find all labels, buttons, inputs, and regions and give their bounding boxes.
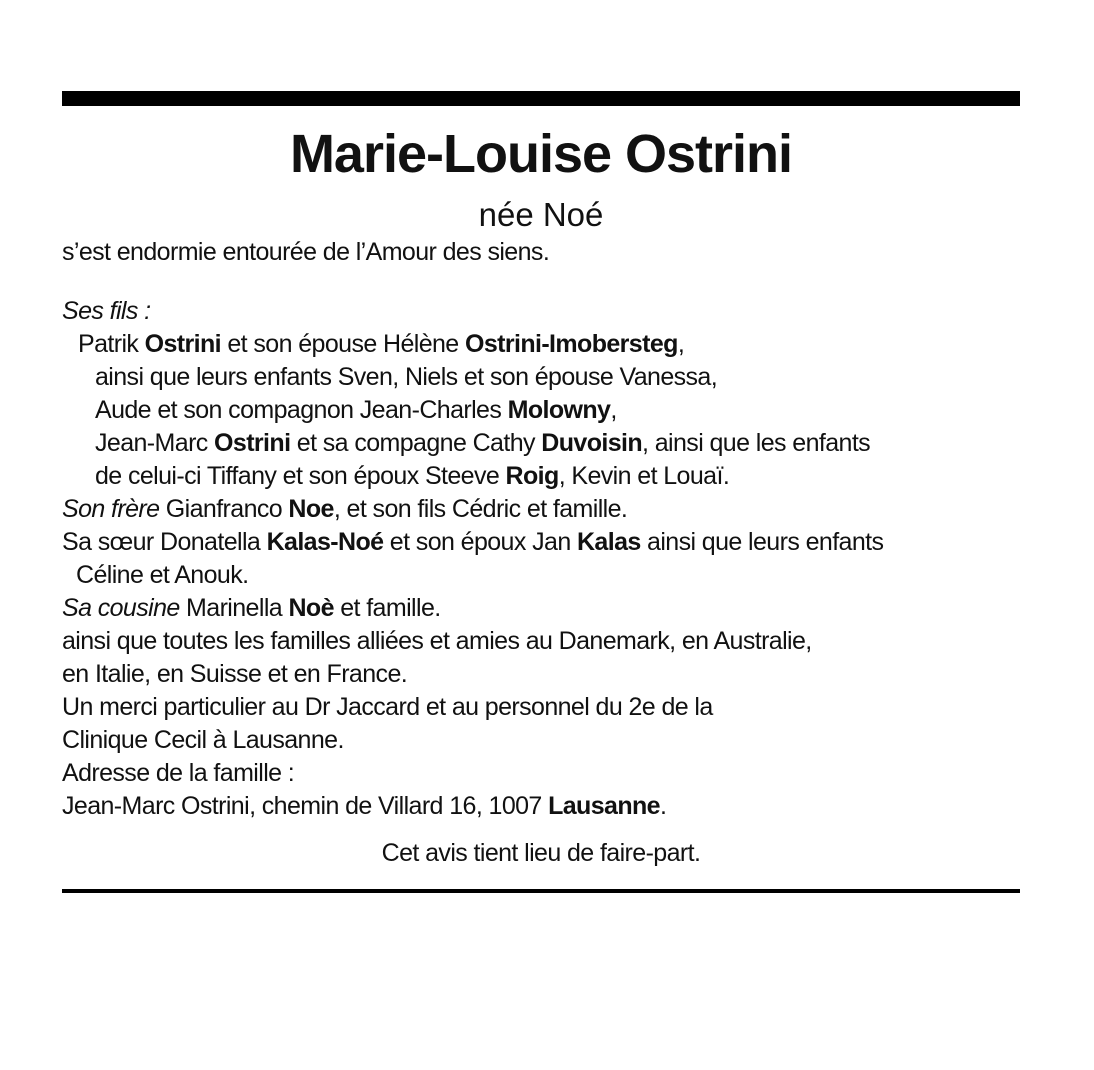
sons-line-5 [62,460,1020,493]
brother-line [62,493,1020,526]
thanks-line-1: Un merci particulier au Dr Jaccard et au personnel du 2e de la [62,693,713,721]
maiden-name: née Noé [478,196,604,233]
surname: Roig [505,462,559,490]
sons-label: Ses fils : [62,297,151,325]
sister-line-2: Céline et Anouk. [76,561,249,589]
text-segment: de celui-ci Tiffany et son époux Steeve [95,462,506,490]
text-segment: Patrik [78,330,145,358]
surname: Ostrini-Imobersteg [464,330,678,358]
sons-line-1 [62,328,1020,361]
sons-line-3 [62,394,1020,427]
address-line [62,790,1020,823]
bottom-rule [62,889,1020,893]
text-segment: Jean-Marc [95,429,215,457]
text-segment: Aude et son compagnon Jean-Charles [95,396,508,424]
allied-families-line-2: en Italie, en Suisse et en France. [62,660,408,688]
text-segment: Sa sœur Donatella [62,528,267,556]
thanks-line-2: Clinique Cecil à Lausanne. [62,726,344,754]
allied-families-line-1: ainsi que toutes les familles alliées et amies au Danemark, en Australie, [62,627,812,655]
text-segment: ainsi que leurs enfants [640,528,884,556]
text-segment: et son épouse Hélène [221,330,465,358]
sons-line-2: ainsi que leurs enfants Sven, Niels et son épouse Vanessa, [95,363,718,391]
deceased-name: Marie-Louise Ostrini [289,124,793,184]
text-segment: et son époux Jan [383,528,577,556]
surname: Noè [288,594,334,622]
text-segment: Marinella [179,594,289,622]
cousin-line [62,592,1020,625]
text-segment: , ainsi que les enfants [642,429,871,457]
surname: Kalas-Noé [266,528,384,556]
footer-note: Cet avis tient lieu de faire-part. [381,839,701,867]
text-segment: Gianfranco [159,495,289,523]
sister-line-1 [62,526,1020,559]
text-segment: , [677,330,685,358]
text-segment: et famille. [333,594,441,622]
text-segment: et sa compagne Cathy [290,429,542,457]
obituary-notice [62,91,1020,893]
text-segment: . [659,792,667,820]
surname: Molowny [507,396,611,424]
top-rule [62,91,1020,106]
surname: Noe [288,495,334,523]
spacer [62,269,1020,295]
surname: Ostrini [144,330,222,358]
text-segment: , Kevin et Louaï. [558,462,730,490]
cousin-label: Sa cousine [62,594,180,622]
surname: Ostrini [214,429,291,457]
brother-label: Son frère [62,495,160,523]
address-label: Adresse de la famille : [62,759,295,787]
text-segment: Jean-Marc Ostrini, chemin de Villard 16, 1007 [62,792,549,820]
sons-line-4 [62,427,1020,460]
text-segment: , [610,396,617,424]
surname: Duvoisin [541,429,643,457]
intro-text: s’est endormie entourée de l’Amour des siens. [62,238,550,266]
text-segment: , et son fils Cédric et famille. [333,495,628,523]
city: Lausanne [548,792,660,820]
surname: Kalas [576,528,641,556]
